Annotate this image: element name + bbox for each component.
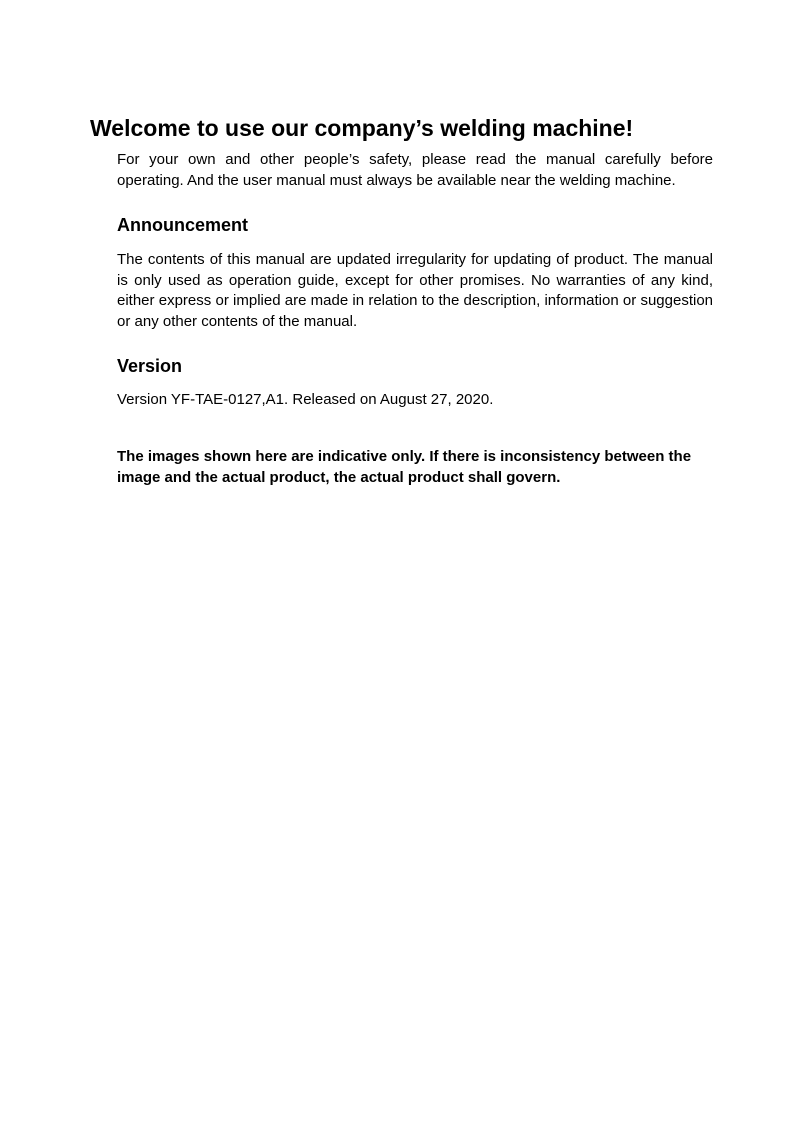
image-disclaimer: The images shown here are indicative only. If there is inconsistency between the image and the actual product, the actual product shall govern.: [117, 448, 692, 486]
announcement-heading: Announcement: [117, 215, 249, 235]
intro-paragraph: For your own and other people’s safety, please read the manual carefully before operating. And the user manual must always be available near the welding machine.: [117, 151, 713, 189]
version-paragraph: Version YF-TAE-0127,A1. Released on August 27, 2020.: [117, 391, 494, 408]
version-heading: Version: [117, 356, 183, 376]
page-title: Welcome to use our company’s welding machine!: [90, 115, 634, 141]
announcement-paragraph: The contents of this manual are updated irregularity for updating of product. The manual is only used as operation guide, except for other promises. No warranties of any kind, either express or implied are made in relation to the description, information or suggestion or any other contents of the manual.: [117, 251, 713, 330]
